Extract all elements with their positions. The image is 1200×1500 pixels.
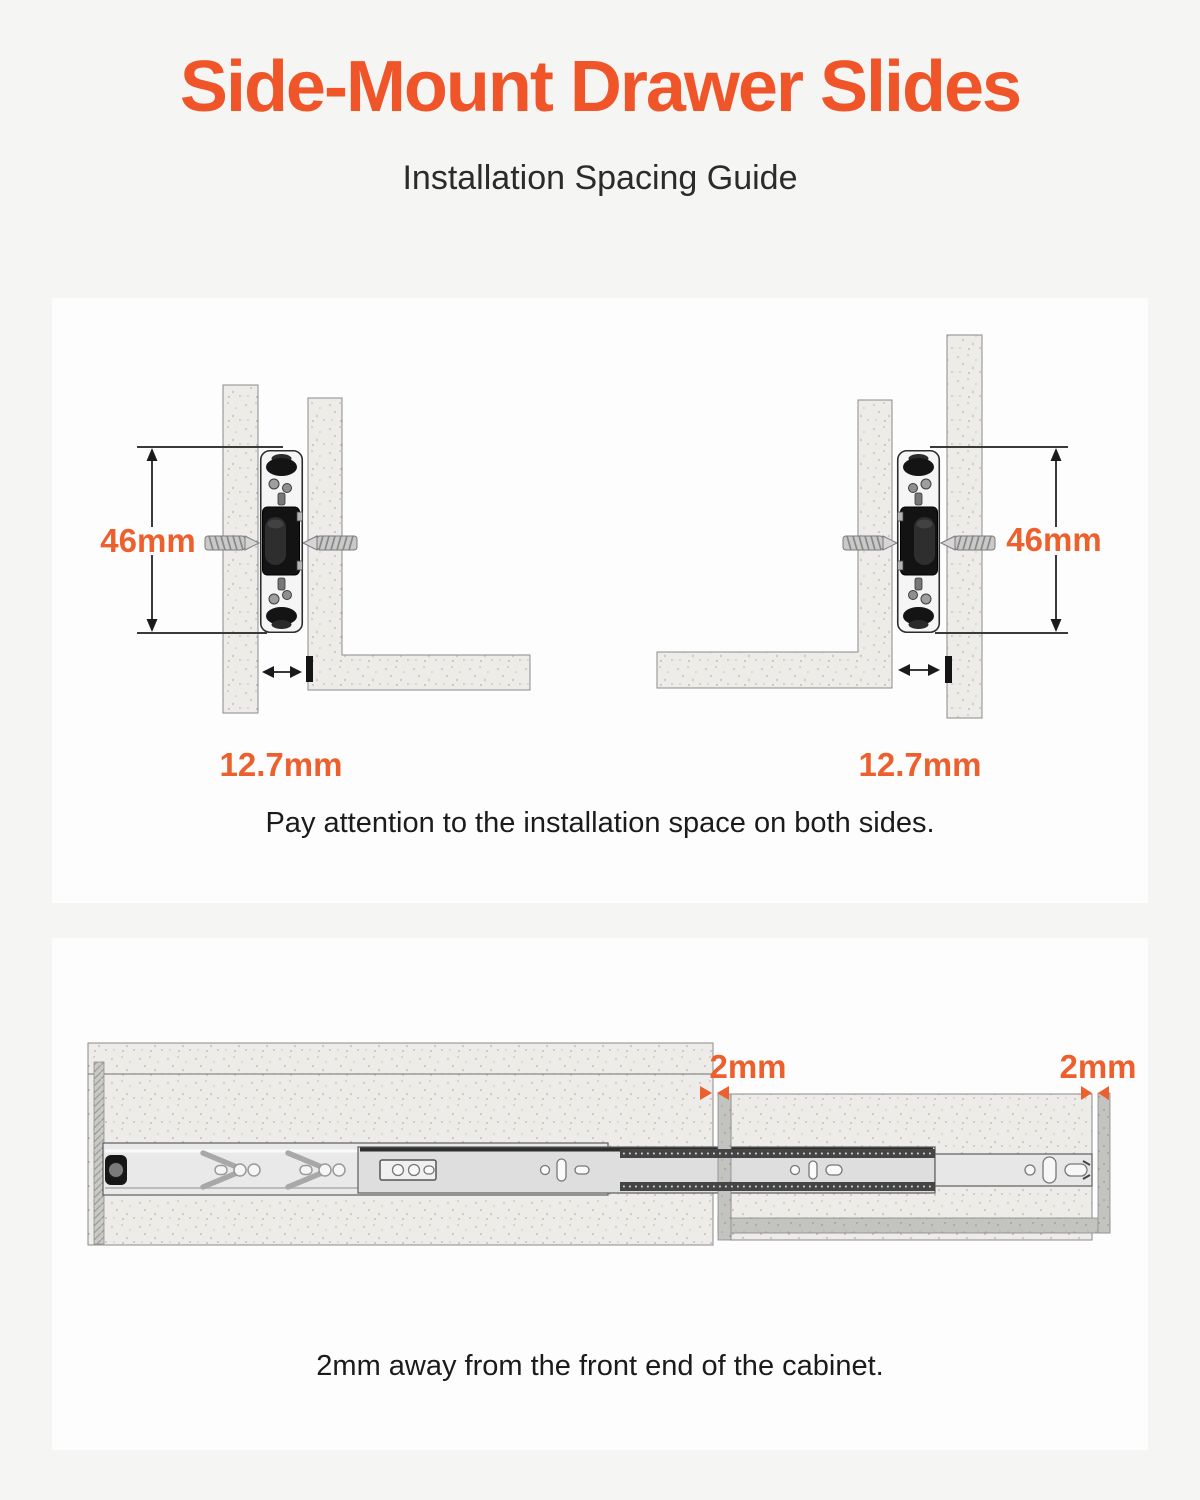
drawer-slide-cross-section [261,451,303,633]
drawer-side-wall [718,1094,731,1240]
height-dimension-label-left: 46mm [100,522,196,559]
spacing-caption: Pay attention to the installation space on both sides. [265,807,935,839]
front-gap-caption: 2mm away from the front end of the cabinet. [316,1350,884,1382]
drawer-slide-cross-section [898,451,940,633]
slide-bracket-tab [306,656,313,682]
page-title: Side-Mount Drawer Slides [179,47,1021,127]
cabinet-front-edge [1098,1093,1110,1233]
page-subtitle: Installation Spacing Guide [402,159,798,197]
side-gap-dimension-label-right: 12.7mm [858,746,982,783]
drawer-bottom-rail [718,1218,1110,1233]
front-gap-label-right: 2mm [1059,1048,1137,1085]
installation-spacing-panel [52,298,1148,903]
front-gap-label-left: 2mm [709,1048,787,1085]
front-gap-diagram [80,1030,1120,1250]
height-dimension-label-right: 46mm [1006,521,1102,558]
side-gap-dimension-label-left: 12.7mm [219,746,343,783]
front-gap-panel [52,938,1148,1450]
slide-bracket-tab [945,656,952,683]
cabinet-side-panel [947,335,982,718]
